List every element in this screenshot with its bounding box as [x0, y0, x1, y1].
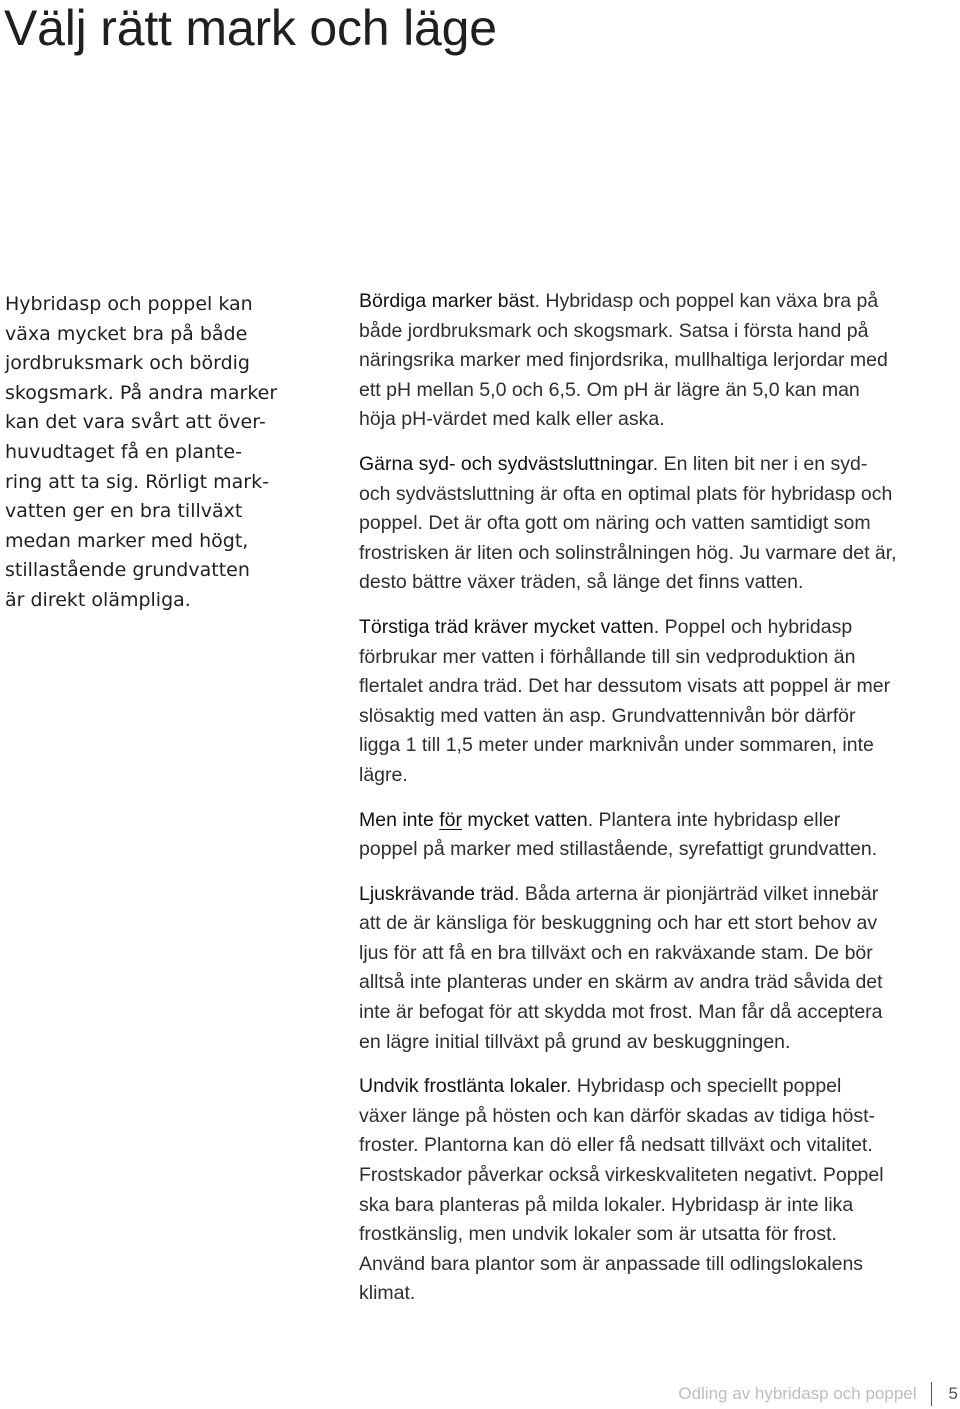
page-footer: [678, 1380, 960, 1408]
sidebar-line: stillastående grundvatten: [5, 559, 250, 582]
section-line: lägre.: [359, 763, 408, 786]
sidebar-line: huvudtaget få en plante-: [5, 440, 242, 463]
section-text: . Poppel och hybridasp: [653, 615, 853, 638]
section-text: . Hybridasp och speciellt poppel: [566, 1075, 842, 1098]
section-fertile-soils: [359, 287, 960, 435]
section-line: desto bättre växer träden, så länge det finns vatten.: [359, 571, 804, 594]
sidebar-line: jordbruksmark och bördig: [5, 352, 250, 375]
section-line: klimat.: [359, 1282, 416, 1305]
section-line: växer länge på hösten och kan därför skadas av tidiga höst-: [359, 1104, 875, 1127]
section-line: ska bara planteras på milda lokaler. Hybridasp är inte lika: [359, 1193, 854, 1216]
section-line: [359, 880, 960, 910]
section-line: [359, 450, 960, 480]
section-line: frostkänslig, men undvik lokaler som är utsatta för frost.: [359, 1223, 837, 1246]
section-line: [359, 613, 960, 643]
section-light-demanding: [359, 880, 960, 1058]
section-line: flertalet andra träd. Det har dessutom visats att poppel är mer: [359, 675, 891, 698]
section-line: alltså inte planteras under en skärm av andra träd såvida det: [359, 971, 883, 994]
heading-part: Men inte: [359, 808, 440, 831]
page-title: Välj rätt mark och läge: [4, 0, 497, 56]
section-line: höja pH-värdet med kalk eller aska.: [359, 408, 665, 431]
section-text: . Plantera inte hybridasp eller: [587, 808, 841, 831]
section-line: [359, 287, 960, 317]
section-line: en lägre initial tillväxt på grund av beskuggningen.: [359, 1030, 791, 1053]
section-line: froster. Plantorna kan dö eller få nedsatt tillväxt och vitalitet.: [359, 1134, 873, 1157]
section-line: näringsrika marker med finjordsrika, mullhaltiga lerjordar med: [359, 349, 888, 372]
sidebar-line: medan marker med högt,: [5, 529, 249, 552]
sidebar-intro: [5, 290, 305, 616]
section-thirsty-trees: [359, 613, 960, 791]
section-line: [359, 1072, 960, 1102]
section-line: att de är känsliga för beskuggning och har ett stort behov av: [359, 912, 878, 935]
sidebar-line: skogsmark. På andra marker: [5, 381, 278, 404]
section-line: Frostskador påverkar också virkeskvaliteten negativt. Poppel: [359, 1164, 884, 1187]
footer-publication-title: Odling av hybridasp och poppel: [678, 1384, 917, 1403]
section-heading: [359, 809, 588, 831]
section-heading: Törstiga träd kräver mycket vatten: [359, 615, 654, 638]
section-line: och sydvästsluttning är ofta en optimal plats för hybridasp och: [359, 482, 893, 505]
section-line: poppel på marker med stillastående, syrefattigt grundvatten.: [359, 838, 878, 861]
section-heading: Bördiga marker bäst: [359, 290, 535, 312]
section-line: frostrisken är liten och solinstrålningen hög. Ju varmare det är,: [359, 541, 897, 564]
sidebar-line: Hybridasp och poppel kan: [5, 293, 253, 315]
section-text: . En liten bit ner i en syd-: [652, 452, 868, 475]
section-line: poppel. Det är ofta gott om näring och vatten samtidigt som: [359, 512, 871, 535]
main-column: [359, 287, 960, 1324]
section-line: Använd bara plantor som är anpassade till odlingslokalens: [359, 1252, 864, 1275]
sidebar-line: kan det vara svårt att över-: [5, 411, 266, 434]
heading-part: mycket vatten: [461, 808, 588, 831]
page-number: 5: [948, 1384, 958, 1403]
section-frost-sites: [359, 1072, 960, 1309]
section-line: ett pH mellan 5,0 och 6,5. Om pH är lägre än 5,0 kan man: [359, 378, 860, 401]
section-line: ligga 1 till 1,5 meter under marknivån under sommaren, inte: [359, 734, 874, 757]
section-text: . Hybridasp och poppel kan växa bra på: [534, 290, 879, 312]
section-heading: Gärna syd- och sydvästsluttningar: [359, 452, 653, 475]
section-south-slopes: [359, 450, 960, 598]
section-heading: Undvik frostlänta lokaler: [359, 1075, 567, 1098]
section-not-too-much-water: [359, 806, 960, 865]
sidebar-line: växa mycket bra på både: [5, 322, 248, 345]
sidebar-line: är direkt olämpliga.: [5, 588, 191, 611]
section-line: förbrukar mer vatten i förhållande till sin vedproduktion än: [359, 645, 856, 668]
section-line: både jordbruksmark och skogsmark. Satsa i första hand på: [359, 319, 869, 342]
heading-emphasis: för: [439, 808, 462, 831]
section-line: slösaktig med vatten än asp. Grundvattennivån bör därför: [359, 704, 856, 727]
section-heading: Ljuskrävande träd: [359, 882, 515, 905]
section-text: . Båda arterna är pionjärträd vilket innebär: [514, 882, 879, 905]
section-line: ljus för att få en bra tillväxt och en rakväxande stam. De bör: [359, 941, 873, 964]
sidebar-line: vatten ger en bra tillväxt: [5, 500, 243, 523]
sidebar-line: ring att ta sig. Rörligt mark-: [5, 470, 269, 493]
footer-divider: [931, 1382, 932, 1406]
section-line: inte är befogat för att skydda mot frost. Man får då acceptera: [359, 1001, 883, 1024]
section-line: [359, 806, 960, 836]
